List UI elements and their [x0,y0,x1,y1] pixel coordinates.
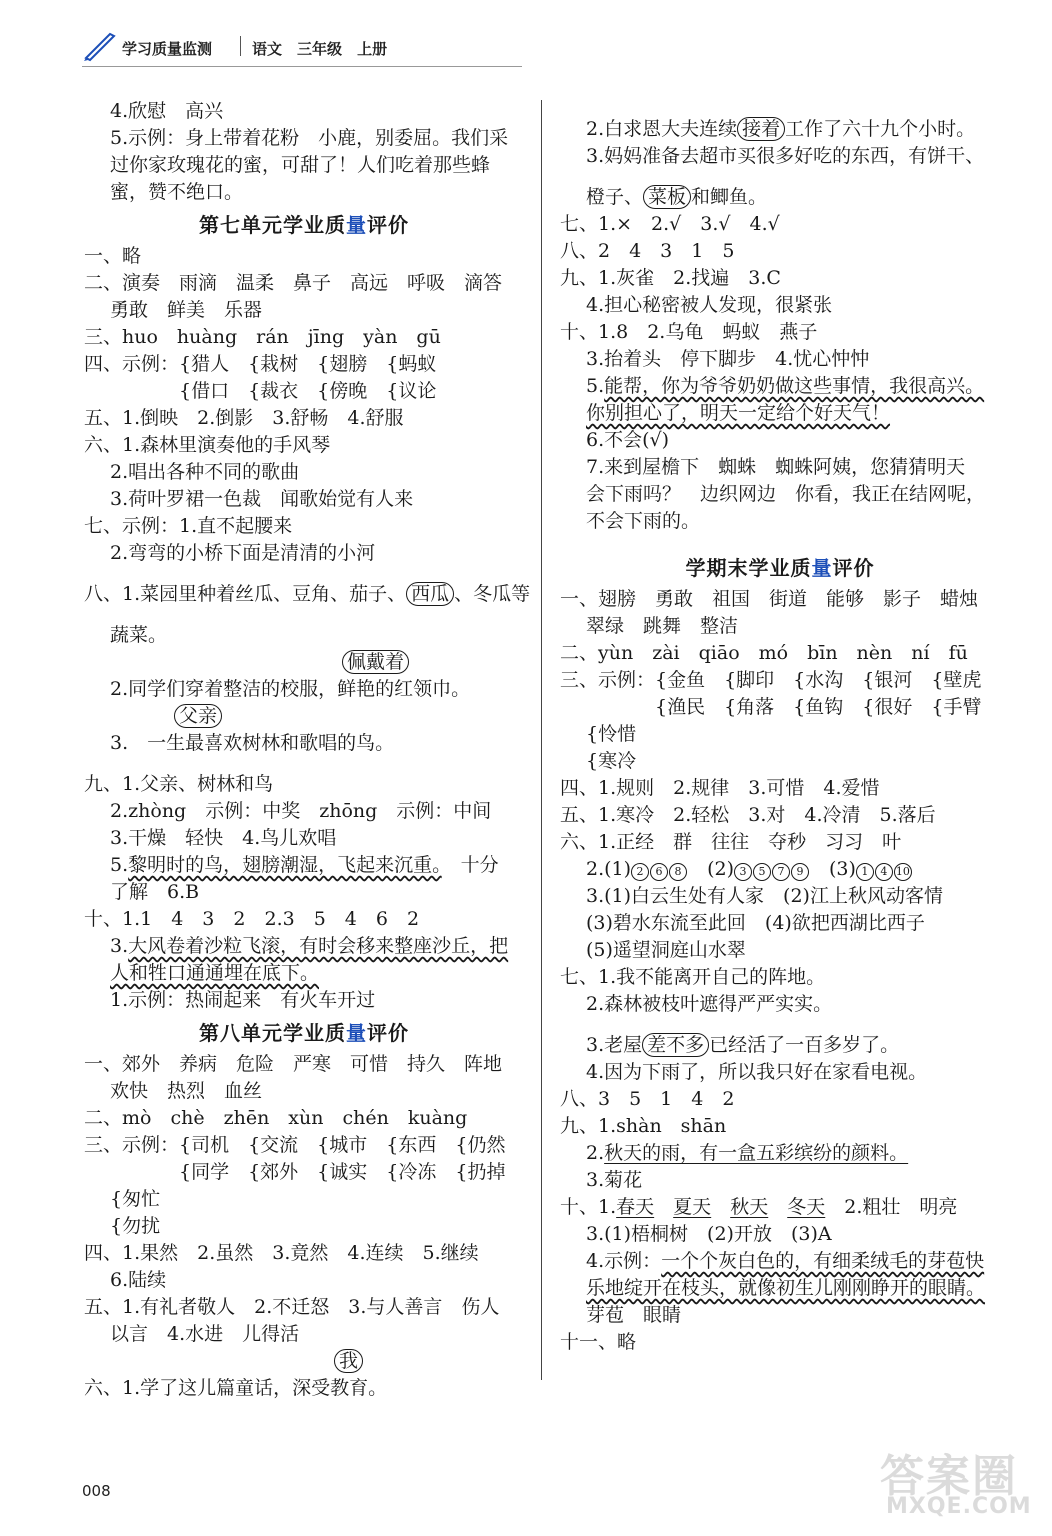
answer-line: 3. 一生最喜欢树林和歌唱的鸟。 [110,732,395,754]
column-divider [541,100,542,1380]
inserted-word: 我 [334,1349,363,1373]
underlined-text: 春天 [616,1196,655,1218]
answer-line: 5.示例：身上带着花粉 小鹿，别委屈。我们采 [110,127,509,149]
pinyin-line: 九、1.shàn shān [560,1115,727,1137]
left-column [84,98,531,1402]
answer-line: 二、演奏 雨滴 温柔 鼻子 高远 呼吸 滴答 [84,272,503,294]
answer-line: 2.同学们穿着整洁的校服，鲜艳的红领巾。 [110,678,471,700]
answer-line: 3.菊花 [586,1169,643,1191]
answer-line: 八、2 4 3 1 5 [560,240,735,262]
inserted-word: 父亲 [174,704,222,728]
answer-line: 3.(1)白云生处有人家 (2)江上秋风动客情 [586,885,943,907]
circled-number: 9 [791,863,809,881]
answer-line: 六、1.正经 群 往往 夺秒 习习 叶 [560,831,902,853]
answer-line: 橙子、 菜板 和鲫鱼。 [586,186,768,208]
answer-line: 九、1.父亲、树林和鸟 [84,773,274,795]
answer-line: 九、1.灰雀 2.找遍 3.C [560,267,781,289]
answer-line: {借口 {裁衣 {傍晚 {议论 [84,380,437,402]
header-subject: 语文 三年级 上册 [252,40,388,58]
answer-line: {勿扰 [110,1215,161,1237]
answer-line [560,1275,1000,1302]
underlined-text: 秋天 [730,1196,769,1218]
answer-line: 3.老屋 差不多 已经活了一百多岁了。 [586,1034,900,1056]
header-rule [82,66,522,67]
answer-line: 十、1.8 2.乌龟 蚂蚁 燕子 [560,321,818,343]
answer-line: 六、1.森林里演奏他的手风琴 [84,434,331,456]
answer-line [84,960,524,987]
answer-line: 五、1.倒映 2.倒影 3.舒畅 4.舒服 [84,407,404,429]
circled-number: 8 [669,863,687,881]
answer-line: 七、1.我不能离开自己的阵地。 [560,966,826,988]
answer-line: 勇敢 鲜美 乐器 [110,299,263,321]
answer-line: 以言 4.水进 儿得活 [110,1323,300,1345]
answer-line: 3.大风卷着沙粒飞滚，有时会移来整座沙丘，把 [110,935,509,957]
inserted-word: 佩戴着 [342,650,409,674]
answer-line: 2.唱出各种不同的歌曲 [110,461,300,483]
pinyin-line: 三、huo huàng rán jīng yàn gū [84,326,441,348]
answer-line: 4.欣慰 高兴 [110,100,224,122]
answer-line: 不会下雨的。 [586,510,701,532]
answer-line: 八、3 5 1 4 2 [560,1088,735,1110]
answer-line: 6.陆续 [110,1269,167,1291]
answer-line: 一、郊外 养病 危险 严寒 可惜 持久 阵地 [84,1053,503,1075]
answer-line: (5)遥望洞庭山水翠 [586,939,746,961]
answer-line: 4.示例：一个个灰白色的，有细柔绒毛的芽苞快 [586,1250,985,1272]
answer-line: 六、1.学了这儿篇童话，深受教育。 [84,1377,388,1399]
answer-line: 蜜，赞不绝口。 [110,181,244,203]
pinyin-line: 二、mò chè zhēn xùn chén kuàng [84,1107,468,1129]
answer-line: 四、示例：{猎人 {栽树 {翅膀 {蚂蚁 [84,353,437,375]
circled-number: 2 [631,863,649,881]
watermark [880,1440,1040,1530]
section-title: 第七单元学业质量评价 [199,213,409,237]
answer-line: 十、1.1 4 3 2 2.3 5 4 6 2 [84,908,420,930]
answer-line: {寒冷 [586,750,637,772]
answer-line: 十一、略 [560,1331,637,1353]
circled-number: 1 [856,863,874,881]
answer-line: 过你家玫瑰花的蜜，可甜了！人们吃着那些蜂 [110,154,491,176]
answer-line: 5.黎明时的鸟，翅膀潮湿，飞起来沉重。 十分 [110,854,499,876]
underlined-text: 人和牲口通通埋在底下。 [110,962,320,984]
answer-line: 3.荷叶罗裙一色裁 闻歌始觉有人来 [110,488,414,510]
correction-mark [84,1348,524,1375]
section-title: 第八单元学业质量评价 [199,1021,409,1045]
answer-line: 四、1.果然 2.虽然 3.竟然 4.连续 5.继续 [84,1242,479,1264]
circled-word: 接着 [737,117,785,141]
underlined-text: 乐地绽开在枝头，就像初生儿刚刚睁开的眼睛。 [586,1277,986,1299]
header-separator [240,36,241,56]
watermark-logo: 答案圈 [880,1451,1018,1502]
answer-line: 2.秋天的雨，有一盒五彩缤纷的颜料。 [586,1142,909,1164]
answer-line: 十、1.春天 夏天 秋天 冬天 2.粗壮 明亮 [560,1196,958,1218]
answer-line: 四、1.规则 2.规律 3.可惜 4.爱惜 [560,777,880,799]
answer-line: 3.干燥 轻快 4.鸟儿欢唱 [110,827,337,849]
answer-line [560,400,1000,427]
answer-line: 2.弯弯的小桥下面是清清的小河 [110,542,376,564]
circled-number: 7 [772,863,790,881]
answer-line: {渔民 {角落 {鱼钩 {很好 {手臂 [560,696,982,718]
answer-line: 4.因为下雨了，所以我只好在家看电视。 [586,1061,928,1083]
answer-line: 芽苞 眼睛 [586,1304,682,1326]
underlined-text: 夏天 [673,1196,712,1218]
answer-line: 一、略 [84,245,142,267]
answer-line: 5.能帮，你为爷爷奶奶做这些事情，我很高兴。 [586,375,985,397]
answer-line: (3)碧水东流至此回 (4)欲把西湖比西子 [586,912,925,934]
answer-line: 了解 6.B [110,881,200,903]
circled-number: 5 [753,863,771,881]
underlined-text: 大风卷着沙粒飞滚，有时会移来整座沙丘，把 [128,935,509,957]
answer-line: 4.担心秘密被人发现，很紧张 [586,294,833,316]
answer-line: 一、翅膀 勇敢 祖国 街道 能够 影子 蜡烛 [560,588,979,610]
answer-line: 五、1.寒冷 2.轻松 3.对 4.冷清 5.落后 [560,804,936,826]
answer-line: 蔬菜。 [110,624,168,646]
circled-number: 3 [734,863,752,881]
answer-line: 2.zhòng 示例：中奖 zhōng 示例：中间 [110,800,492,822]
answer-line: 1.示例：热闹起来 有火车开过 [110,989,376,1011]
answer-line: 七、1.× 2.√ 3.√ 4.√ [560,213,780,235]
underlined-text: 能帮，你为爷爷奶奶做这些事情，我很高兴。 [604,375,985,397]
circled-word: 菜板 [643,185,691,209]
answer-line: 2.白求恩大夫连续 接着 工作了六十九个小时。 [586,118,976,140]
answer-line: 2.森林被枝叶遮得严严实实。 [586,993,833,1015]
watermark-url: MXQE.COM [886,1494,1032,1519]
correction-mark [84,703,524,730]
page-number: 008 [82,1482,111,1500]
page-header [82,30,982,70]
pinyin-line: 二、yùn zài qiāo mó bīn nèn ní fū [560,642,968,664]
answer-line: 七、示例：1.直不起腰来 [84,515,293,537]
section-title: 学期末学业质量评价 [685,556,875,580]
circled-number: 4 [875,863,893,881]
circled-number: 6 [650,863,668,881]
circled-word: 西瓜 [406,582,454,606]
underlined-text: 黎明时的鸟，翅膀潮湿，飞起来沉重。 [128,854,442,876]
answer-line: 3.抬着头 停下脚步 4.忧心忡忡 [586,348,870,370]
answer-line: {匆忙 [110,1188,161,1210]
answer-line: 7.来到屋檐下 蜘蛛 蜘蛛阿姨，您猜猜明天 [586,456,966,478]
circled-number: 10 [894,863,912,881]
pen-icon [82,30,118,62]
answer-line: {怜惜 [586,723,637,745]
right-column [560,98,1000,1356]
underlined-text: 一个个灰白色的，有细柔绒毛的芽苞快 [661,1250,985,1272]
answer-line: 会下雨吗？ 边织网边 你看，我正在结网呢， [586,483,986,505]
answer-line: 三、示例：{金鱼 {脚印 {水沟 {银河 {壁虎 [560,669,982,691]
answer-line: {同学 {郊外 {诚实 {冷冻 {扔掉 [84,1161,506,1183]
answer-line: 翠绿 跳舞 整洁 [586,615,739,637]
answer-line: 3.妈妈准备去超市买很多好吃的东西，有饼干、 [586,145,985,167]
answer-line: 三、示例：{司机 {交流 {城市 {东西 {仍然 [84,1134,506,1156]
correction-mark [84,649,524,676]
answer-line: 2.(1) 2 6 8 (2) 3 5 7 9 (3) 1 4 10 [586,858,910,880]
circled-word: 差不多 [642,1033,709,1057]
underlined-text: 你别担心了，明天一定给个好天气！ [586,402,891,424]
book-title: 学习质量监测 [122,40,213,58]
answer-line: 八、1.菜园里种着丝瓜、豆角、茄子、 西瓜 、冬瓜等 [84,583,531,605]
underlined-text: 秋天的雨，有一盒五彩缤纷的颜料。 [604,1142,909,1164]
underlined-text: 冬天 [787,1196,826,1218]
answer-line: 3.(1)梧桐树 (2)开放 (3)A [586,1223,832,1245]
answer-line: 五、1.有礼者敬人 2.不迁怒 3.与人善言 伤人 [84,1296,500,1318]
answer-line: 欢快 热烈 血丝 [110,1080,263,1102]
answer-line: 6.不会(√) [586,429,670,451]
